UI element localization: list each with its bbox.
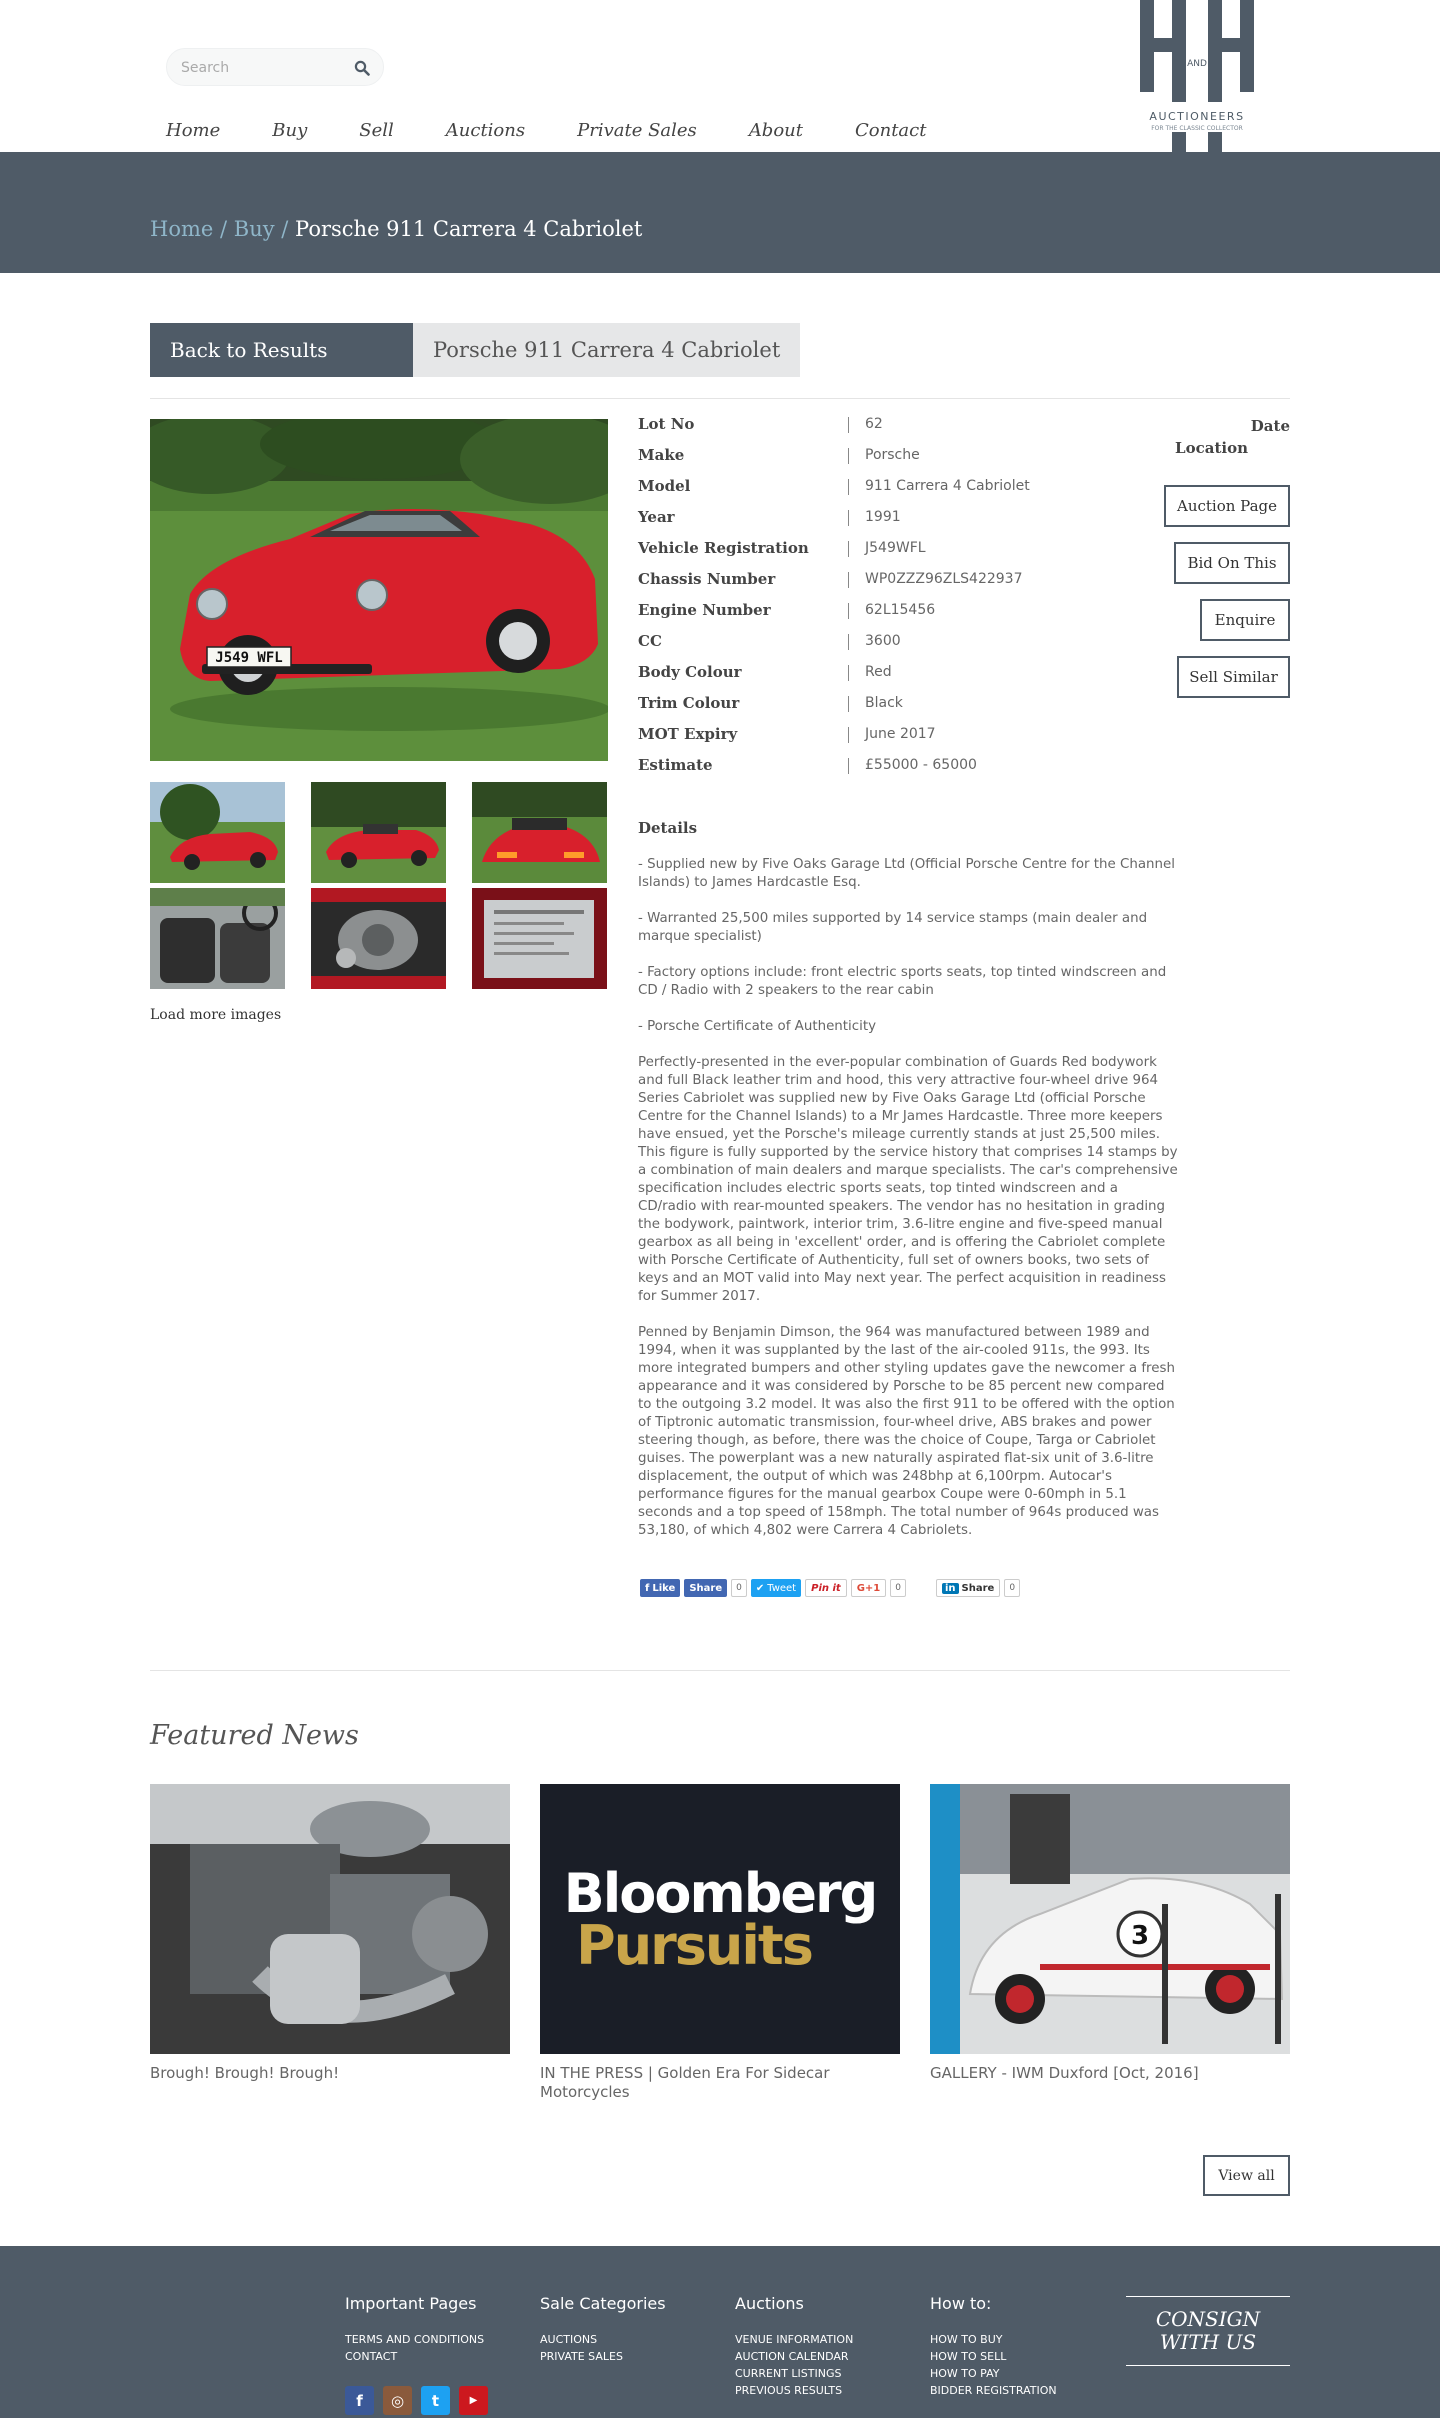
spec-divider	[848, 758, 849, 774]
gallery-thumbnail[interactable]	[311, 782, 446, 883]
details-heading: Details	[638, 819, 698, 837]
breadcrumb-home[interactable]: Home	[150, 217, 214, 241]
auction-info	[1160, 415, 1290, 459]
pinterest-button[interactable]: Pin it	[805, 1579, 847, 1597]
consign-with-us-button[interactable]: CONSIGN WITH US	[1126, 2296, 1290, 2366]
spec-value: 62L15456	[865, 602, 936, 618]
footer-column	[345, 2294, 484, 2365]
back-to-results-button[interactable]: Back to Results	[150, 323, 413, 377]
footer-link[interactable]: VENUE INFORMATION	[735, 2333, 854, 2346]
share-bar	[640, 1578, 1024, 1598]
spec-value: £55000 - 65000	[865, 757, 977, 773]
spec-divider	[848, 665, 849, 681]
site-logo[interactable]	[1136, 0, 1258, 152]
spec-row	[638, 415, 1158, 437]
gallery-thumbnail[interactable]	[150, 888, 285, 989]
facebook-icon[interactable]: f	[345, 2386, 374, 2415]
breadcrumb-current: Porsche 911 Carrera 4 Cabriolet	[295, 217, 643, 241]
spec-divider	[848, 603, 849, 619]
spec-value: Porsche	[865, 447, 920, 463]
search-input[interactable]	[181, 57, 341, 79]
divider	[150, 398, 1290, 399]
spec-label: CC	[638, 632, 662, 650]
spec-row	[638, 663, 1158, 685]
site-header	[0, 0, 1440, 152]
news-card[interactable]	[150, 1784, 510, 2083]
footer-column-title: Important Pages	[345, 2294, 477, 2313]
spec-row	[638, 446, 1158, 468]
bid-on-this-button[interactable]: Bid On This	[1174, 542, 1290, 584]
twitter-icon: ✔	[755, 1582, 765, 1594]
logo-mark-text: AND	[1187, 59, 1207, 69]
google-plus-button[interactable]: G+1	[851, 1579, 887, 1597]
details-text	[638, 856, 1178, 1558]
spec-label: Model	[638, 477, 691, 495]
view-all-button[interactable]: View all	[1203, 2155, 1290, 2196]
search-icon[interactable]	[351, 57, 373, 79]
spec-divider	[848, 541, 849, 557]
news-card[interactable]	[540, 1784, 900, 2102]
spec-divider	[848, 727, 849, 743]
nav-home[interactable]: Home	[166, 120, 221, 141]
news-image[interactable]	[150, 1784, 510, 2054]
sell-similar-button[interactable]: Sell Similar	[1177, 656, 1290, 698]
spec-row	[638, 539, 1158, 561]
breadcrumb	[150, 217, 642, 241]
details-paragraph: Penned by Benjamin Dimson, the 964 was manufactured between 1989 and 1994, when it was supplanted by the last of the air-cooled 911s, the 993. Its more integrated bumpers and other styling updates gave the newcomer a fresh appearance and it was considered by Porsche to be 85 percent new compared to the outgoing 3.2 model. It was also the first 911 to be offered with the option of Tiptronic automatic transmission, four-wheel drive, ABS brakes and power steering though, as before, there was the choice of Coupe, Targa or Cabriolet guises. The powerplant was a new naturally aspirated flat-six unit of 3.6-litre displacement, the output of which was 248bhp at 6,100rpm. Autocar's performance figures for the manual gearbox Coupe were 0-60mph in 5.1 seconds and a top speed of 158mph. The total number of 964s produced was 53,180, of which 4,802 were Carrera 4 Cabriolets.	[638, 1325, 1175, 1538]
site-footer	[0, 2246, 1440, 2418]
spec-row	[638, 508, 1158, 530]
plate-text: J549 WFL	[215, 650, 283, 666]
spec-value: 62	[865, 416, 883, 432]
nav-auctions[interactable]: Auctions	[445, 120, 526, 141]
spec-value: 1991	[865, 509, 901, 525]
google-plus-count: 0	[890, 1579, 906, 1597]
location-label: Location	[1175, 439, 1248, 457]
svg-text:3: 3	[1130, 1921, 1150, 1951]
spec-label: Trim Colour	[638, 694, 740, 712]
footer-column	[540, 2294, 666, 2365]
spec-row	[638, 632, 1158, 654]
spec-divider	[848, 634, 849, 650]
share-count: 0	[731, 1579, 747, 1597]
page-banner	[0, 152, 1440, 273]
divider	[150, 1670, 1290, 1671]
facebook-share-button[interactable]: Share	[684, 1579, 727, 1597]
spec-value: 911 Carrera 4 Cabriolet	[865, 478, 1030, 494]
spec-divider	[848, 510, 849, 526]
footer-link[interactable]: HOW TO SELL	[930, 2350, 1007, 2363]
spec-label: Vehicle Registration	[638, 539, 809, 557]
spec-value: WP0ZZZ96ZLS422937	[865, 571, 1023, 587]
breadcrumb-separator: /	[220, 217, 228, 241]
details-paragraph: - Porsche Certificate of Authenticity	[638, 1019, 877, 1034]
footer-link[interactable]: TERMS AND CONDITIONS	[345, 2333, 485, 2346]
nav-private-sales[interactable]: Private Sales	[577, 120, 697, 141]
footer-link[interactable]: BIDDER REGISTRATION	[930, 2384, 1057, 2397]
footer-link[interactable]: PREVIOUS RESULTS	[735, 2384, 843, 2397]
spec-value: 3600	[865, 633, 901, 649]
lot-title: Porsche 911 Carrera 4 Cabriolet	[413, 323, 800, 377]
spec-value: J549WFL	[865, 540, 926, 556]
logo-name: AUCTIONEERS	[1149, 110, 1245, 123]
news-card[interactable]	[930, 1784, 1290, 2083]
instagram-icon[interactable]: ◎	[383, 2386, 412, 2415]
featured-news-title: Featured News	[150, 1720, 359, 1751]
spec-row	[638, 725, 1158, 747]
spec-value: Black	[865, 695, 903, 711]
twitter-icon[interactable]: t	[421, 2386, 450, 2415]
spec-label: Make	[638, 446, 685, 464]
main-nav	[166, 120, 978, 141]
footer-link[interactable]: AUCTION CALENDAR	[735, 2350, 849, 2363]
details-paragraph: - Warranted 25,500 miles supported by 14 service stamps (main dealer and marque specialist)	[638, 911, 1148, 944]
footer-column-title: How to:	[930, 2294, 992, 2313]
footer-link[interactable]: PRIVATE SALES	[540, 2350, 623, 2363]
facebook-like-button[interactable]: f Like	[640, 1579, 680, 1597]
tweet-button[interactable]: ✔ Tweet	[751, 1579, 801, 1597]
linkedin-share-button[interactable]: in Share	[936, 1579, 1000, 1597]
details-paragraph: - Factory options include: front electric sports seats, top tinted windscreen and CD / Radio with 2 speakers to the rear cabin	[638, 965, 1167, 998]
details-paragraph: - Supplied new by Five Oaks Garage Ltd (Official Porsche Centre for the Channel Islands) to James Hardcastle Esq.	[638, 857, 1175, 890]
bloomberg-logo-line2: Pursuits	[576, 1914, 812, 1977]
details-paragraph: Perfectly-presented in the ever-popular combination of Guards Red bodywork and full Black leather trim and hood, this very attractive four-wheel drive 964 Series Cabriolet was supplied new by Five Oaks Garage Ltd (official Porsche Centre for the Channel Islands) to a Mr James Hardcastle. Three more keepers have ensued, yet the Porsche's mileage currently stands at just 25,500 miles. This figure is fully supported by the service history that comprises 14 stamps by a combination of main dealers and marque specialists. The car's comprehensive specification includes electric sports seats, top tinted windscreen and a CD/radio with rear-mounted speakers. The vendor has no hesitation in grading the bodywork, paintwork, interior trim, 3.6-litre engine and five-speed manual gearbox as all being in 'excellent' order, and is offering the Cabriolet complete with Porsche Certificate of Authenticity, full set of owners books, two sets of keys and an MOT valid into May next year. The perfect acquisition in readiness for Summer 2017.	[638, 1055, 1178, 1304]
search-box	[166, 48, 384, 86]
breadcrumb-separator: /	[281, 217, 289, 241]
auction-page-button[interactable]: Auction Page	[1164, 485, 1290, 527]
spec-divider	[848, 448, 849, 464]
footer-column-title: Sale Categories	[540, 2294, 666, 2313]
spec-row	[638, 477, 1158, 499]
news-image[interactable]	[930, 1784, 1290, 2054]
news-caption[interactable]: IN THE PRESS | Golden Era For Sidecar Motorcycles	[540, 2064, 830, 2101]
nav-contact[interactable]: Contact	[855, 120, 927, 141]
spec-row	[638, 694, 1158, 716]
spec-label: Engine Number	[638, 601, 771, 619]
spec-divider	[848, 572, 849, 588]
spec-divider	[848, 479, 849, 495]
enquire-button[interactable]: Enquire	[1200, 599, 1290, 641]
spec-label: Body Colour	[638, 663, 742, 681]
spec-row	[638, 601, 1158, 623]
spec-row	[638, 570, 1158, 592]
gallery-thumbnail[interactable]	[150, 782, 285, 883]
spec-label: Year	[638, 508, 675, 526]
nav-about[interactable]: About	[748, 120, 803, 141]
spec-label: Lot No	[638, 415, 695, 433]
date-label: Date	[1250, 417, 1290, 435]
footer-column-title: Auctions	[735, 2294, 804, 2313]
footer-link[interactable]: HOW TO BUY	[930, 2333, 1003, 2346]
spec-value: Red	[865, 664, 892, 680]
gallery-thumbnail[interactable]	[311, 888, 446, 989]
bloomberg-logo-line1: Bloomberg	[563, 1862, 877, 1925]
footer-column	[735, 2294, 853, 2399]
footer-link[interactable]: AUCTIONS	[540, 2333, 598, 2346]
footer-column	[930, 2294, 1057, 2399]
social-links	[345, 2386, 497, 2415]
gallery-thumbnail[interactable]	[472, 888, 607, 989]
spec-value: June 2017	[865, 726, 936, 742]
nav-buy[interactable]: Buy	[272, 120, 308, 141]
nav-sell[interactable]: Sell	[359, 120, 394, 141]
facebook-icon: f	[645, 1582, 650, 1594]
news-caption[interactable]: GALLERY - IWM Duxford [Oct, 2016]	[930, 2064, 1199, 2082]
linkedin-icon: in	[942, 1583, 959, 1594]
news-image[interactable]	[540, 1784, 900, 2054]
logo-tagline: FOR THE CLASSIC COLLECTOR	[1151, 125, 1243, 132]
spec-label: Chassis Number	[638, 570, 776, 588]
footer-link[interactable]: CONTACT	[345, 2350, 398, 2363]
gallery-thumbnail[interactable]	[472, 782, 607, 883]
spec-divider	[848, 417, 849, 433]
breadcrumb-buy[interactable]: Buy	[233, 217, 275, 241]
spec-divider	[848, 696, 849, 712]
main-photo[interactable]	[150, 419, 608, 761]
spec-row	[638, 756, 1158, 778]
spec-label: MOT Expiry	[638, 725, 738, 743]
spec-label: Estimate	[638, 756, 713, 774]
linkedin-count: 0	[1004, 1579, 1020, 1597]
youtube-icon[interactable]: ▶	[459, 2386, 488, 2415]
footer-link[interactable]: CURRENT LISTINGS	[735, 2367, 842, 2380]
footer-link[interactable]: HOW TO PAY	[930, 2367, 1000, 2380]
news-caption[interactable]: Brough! Brough! Brough!	[150, 2064, 340, 2082]
load-more-images-link[interactable]: Load more images	[150, 1007, 282, 1023]
